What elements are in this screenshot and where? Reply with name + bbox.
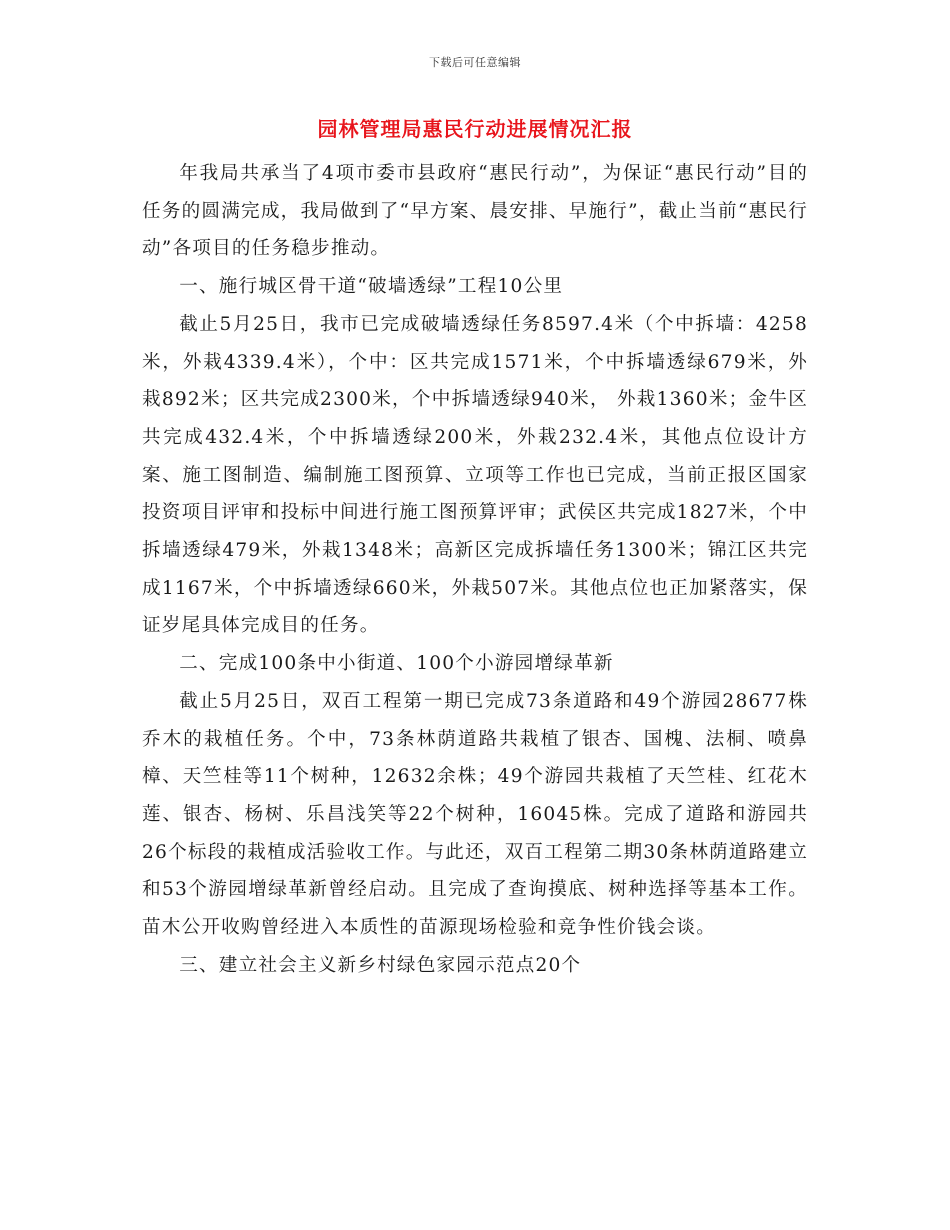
section-heading-2: 二、完成100条中小街道、100个小游园增绿革新 (179, 653, 614, 675)
section-1-paragraph: 截止5月25日，我市已完成破墙透绿任务8597.4米（个中拆墙：4258米，外栽4339.4米），个中：区共完成1571米，个中拆墙透绿679米，外栽892米；区共完成2300米，个中拆墙透绿940米， 外栽1360米；金牛区共完成432.4米，个中拆墙透绿200米，外栽232.4米，其他点位设计方案、施工图制造、编制施工图预算、立项等工作也已完成，当前正报区国家投资项目评审和投标中间进行施工图预算评审；武侯区共完成1827米，个中拆墙透绿479米，外栽1348米；高新区完成拆墙任务1300米；锦江区共完成1167米，个中拆墙透绿660米，外栽507米。其他点位也正加紧落实，保证岁尾具体完成目的任务。 (142, 313, 808, 637)
intro-paragraph: 年我局共承当了4项市委市县政府“惠民行动”，为保证“惠民行动”目的任务的圆满完成，我局做到了“早方案、晨安排、早施行”，截止当前“惠民行动”各项目的任务稳步推动。 (142, 163, 808, 260)
document-title: 园林管理局惠民行动进展情况汇报 (317, 117, 633, 141)
header-note: 下载后可任意编辑 (429, 56, 521, 69)
document-body (142, 155, 808, 984)
section-heading-1: 一、施行城区骨干道“破墙透绿”工程10公里 (179, 276, 564, 298)
section-heading-3: 三、建立社会主义新乡村绿色家园示范点20个 (179, 954, 582, 976)
section-2-paragraph: 截止5月25日，双百工程第一期已完成73条道路和49个游园28677株乔木的栽植任务。个中，73条林荫道路共栽植了银杏、国槐、法桐、喷鼻樟、天竺桂等11个树种，12632余株；49个游园共栽植了天竺桂、红花木莲、银杏、杨树、乐昌浅笑等22个树种，16045株。完成了道路和游园共26个标段的栽植成活验收工作。与此还，双百工程第二期30条林荫道路建立和53个游园增绿革新曾经启动。且完成了查询摸底、树种选择等基本工作。苗木公开收购曾经进入本质性的苗源现场检验和竞争性价钱会谈。 (142, 690, 808, 939)
